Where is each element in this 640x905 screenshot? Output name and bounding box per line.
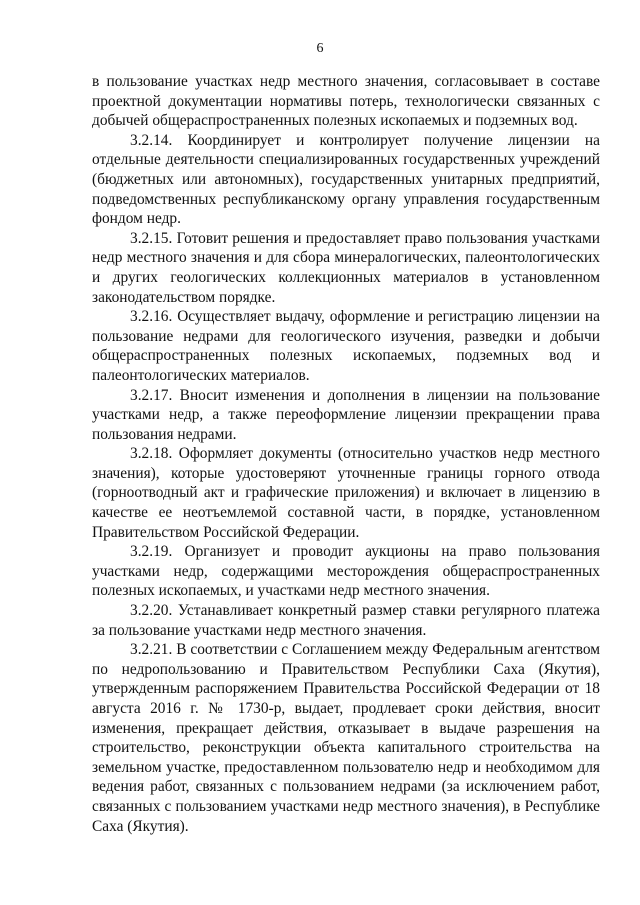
document-body: [92, 72, 600, 836]
paragraph-3-2-20: 3.2.20. Устанавливает конкретный размер ставки регулярного платежа за пользование участками недр местного значения.: [92, 602, 600, 639]
paragraph-3-2-21: 3.2.21. В соответствии с Соглашением между Федеральным агентством по недропользованию и Правительством Республики Саха (Якутия), утвержденным распоряжением Правительства Российской Федерации от 18 августа 2016 г. № 1730-р, выдает, продлевает сроки действия, вносит изменения, прекращает действия, отказывает в выдаче разрешения на строительство, реконструкции объекта капитального строительства на земельном участке, предоставленном пользователю недр и необходимом для ведения работ, связанных с пользованием недрами (за исключением работ, связанных с пользованием участками недр местного значения), в Республике Саха (Якутия).: [92, 641, 600, 835]
paragraph-3-2-18: 3.2.18. Оформляет документы (относительно участков недр местного значения), которые удостоверяют уточненные границы горного отвода (горноотводный акт и графические приложения) и включает в лицензию в качестве ее неотъемлемой составной части, в порядке, установленном Правительством Российской Федерации.: [92, 445, 600, 541]
page-number: 6: [316, 41, 324, 56]
paragraph-3-2-19: 3.2.19. Организует и проводит аукционы на право пользования участками недр, содержащими месторождения общераспространенных полезных ископаемых, и участками недр местного значения.: [92, 543, 600, 600]
paragraph-3-2-14: 3.2.14. Координирует и контролирует получение лицензии на отдельные деятельности специализированных государственных учреждений (бюджетных или автономных), государственных унитарных предприятий, подведомственных республиканскому органу управления государственным фондом недр.: [92, 131, 600, 228]
paragraph-continuation: в пользование участках недр местного значения, согласовывает в составе проектной документации нормативы потерь, технологически связанных с добычей общераспространенных полезных ископаемых и подземных вод.: [92, 73, 600, 130]
paragraph-3-2-16: 3.2.16. Осуществляет выдачу, оформление и регистрацию лицензии на пользование недрами для геологического изучения, разведки и добычи общераспространенных полезных ископаемых, подземных вод и палеонтологических материалов.: [92, 308, 600, 384]
paragraph-3-2-17: 3.2.17. Вносит изменения и дополнения в лицензии на пользование участками недр, а также переоформление лицензии прекращении права пользования недрами.: [92, 386, 600, 443]
paragraph-3-2-15: 3.2.15. Готовит решения и предоставляет право пользования участками недр местного значения и для сбора минералогических, палеонтологических и других геологических коллекционных материалов в установленном законодательством порядке.: [92, 229, 600, 306]
